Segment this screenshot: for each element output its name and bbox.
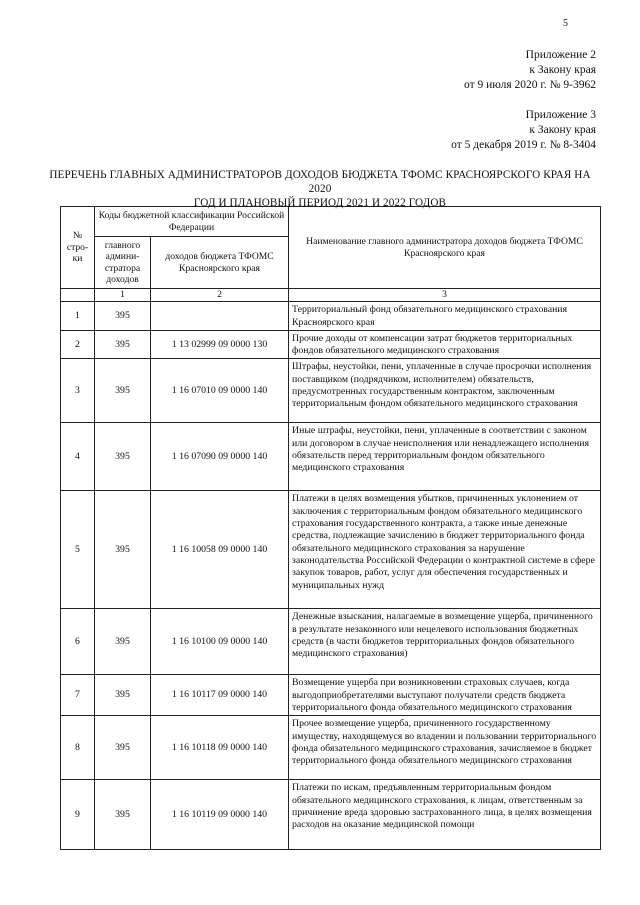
admin-code: 395 [95,423,151,491]
header-row-number: № стро-ки [61,207,95,289]
row-number: 7 [61,675,95,716]
income-code: 1 16 10100 09 0000 140 [151,609,289,675]
appendix-3-line1: Приложение 3 [525,109,596,121]
appendix-2-line1: Приложение 2 [525,49,596,61]
admin-code: 395 [95,330,151,359]
appendix-3-line2: к Закону края [529,124,596,136]
administrator-name: Платежи по искам, предъявленным территориальным фондом обязательного медицинского страхования, к лицам, ответственным за причинение вреда здоровью застрахованного лица, в целях возмещения расходов на оказание медицинской помощи [289,780,601,850]
table-row [61,423,601,491]
header-administrator-name: Наименование главного администратора доходов бюджета ТФОМС Красноярского края [289,207,601,289]
appendix-2-line3: от 9 июля 2020 г. № 9-3962 [464,79,596,91]
admin-code: 395 [95,359,151,423]
header-income-code: доходов бюджета ТФОМС Красноярского края [151,237,289,289]
appendix-2-line2: к Закону края [529,64,596,76]
row-number: 5 [61,491,95,609]
table-row [61,609,601,675]
admin-code: 395 [95,609,151,675]
admin-code: 395 [95,780,151,850]
index-cell: 1 [95,289,151,302]
administrator-name: Платежи в целях возмещения убытков, причиненных уклонением от заключения с территориальным фондом обязательного медицинского страхования государственного контракта, а также иные денежные средства, подлежащие зачислению в бюджет территориального фонда обязательного медицинского страхования за нарушение законодательства Российской Федерации о контрактной системе в сфере закупок товаров, работ, услуг для обеспечения государственных и муниципальных нужд [289,491,601,609]
table-row [61,716,601,780]
page-number: 5 [563,18,568,29]
row-number: 8 [61,716,95,780]
header-codes-group: Коды бюджетной классификации Российской Федерации [95,207,289,237]
row-number: 3 [61,359,95,423]
row-number: 6 [61,609,95,675]
appendix-3-block [451,108,596,153]
title-line1: ПЕРЕЧЕНЬ ГЛАВНЫХ АДМИНИСТРАТОРОВ ДОХОДОВ БЮДЖЕТА ТФОМС КРАСНОЯРСКОГО КРАЯ НА 2020 [49,169,591,195]
index-cell [61,289,95,302]
administrator-name: Штрафы, неустойки, пени, уплаченные в случае просрочки исполнения поставщиком (подрядчиком, исполнителем) обязательств, предусмотренных государственным контрактом, заключенным территориальным фондом обязательного медицинского страхования [289,359,601,423]
administrator-name: Денежные взыскания, налагаемые в возмещение ущерба, причиненного в результате незаконного или нецелевого использования бюджетных средств (в части бюджетов территориальных фондов обязательного медицинского страхования) [289,609,601,675]
income-code [151,302,289,331]
income-code: 1 16 10058 09 0000 140 [151,491,289,609]
table-row [61,491,601,609]
income-code: 1 16 07090 09 0000 140 [151,423,289,491]
income-code: 1 13 02999 09 0000 130 [151,330,289,359]
appendix-2-block [464,48,596,93]
table-row [61,359,601,423]
admin-code: 395 [95,302,151,331]
appendix-3-line3: от 5 декабря 2019 г. № 8-3404 [451,139,596,151]
admin-code: 395 [95,491,151,609]
row-number: 1 [61,302,95,331]
table-row [61,330,601,359]
row-number: 9 [61,780,95,850]
administrator-name: Территориальный фонд обязательного медицинского страхования Красноярского края [289,302,601,331]
income-code: 1 16 10117 09 0000 140 [151,675,289,716]
row-number: 4 [61,423,95,491]
row-number: 2 [61,330,95,359]
administrator-name: Возмещение ущерба при возникновении страховых случаев, когда выгодоприобретателями выступают получатели средств бюджета территориального фонда обязательного медицинского страхования [289,675,601,716]
index-cell: 2 [151,289,289,302]
administrator-name: Прочие доходы от компенсации затрат бюджетов территориальных фондов обязательного медицинского страхования [289,330,601,359]
admin-code: 395 [95,716,151,780]
admin-code: 395 [95,675,151,716]
table-row [61,675,601,716]
index-cell: 3 [289,289,601,302]
header-admin-code: главного админи-стратора доходов [95,237,151,289]
administrators-table [60,206,601,850]
administrator-name: Прочее возмещение ущерба, причиненного государственному имуществу, находящемуся во владении и пользовании территориального фонда обязательного медицинского страхования, зачисляемое в бюджет территориального фонда обязательного медицинского страхования [289,716,601,780]
income-code: 1 16 07010 09 0000 140 [151,359,289,423]
table-row [61,302,601,331]
document-title [40,168,600,210]
table-row [61,780,601,850]
administrator-name: Иные штрафы, неустойки, пени, уплаченные в соответствии с законом или договором в случае неисполнения или ненадлежащего исполнения обязательств перед территориальным фондом обязательного медицинского страхования [289,423,601,491]
title-line2: ГОД И ПЛАНОВЫЙ ПЕРИОД 2021 И 2022 ГОДОВ [193,197,447,209]
income-code: 1 16 10119 09 0000 140 [151,780,289,850]
income-code: 1 16 10118 09 0000 140 [151,716,289,780]
